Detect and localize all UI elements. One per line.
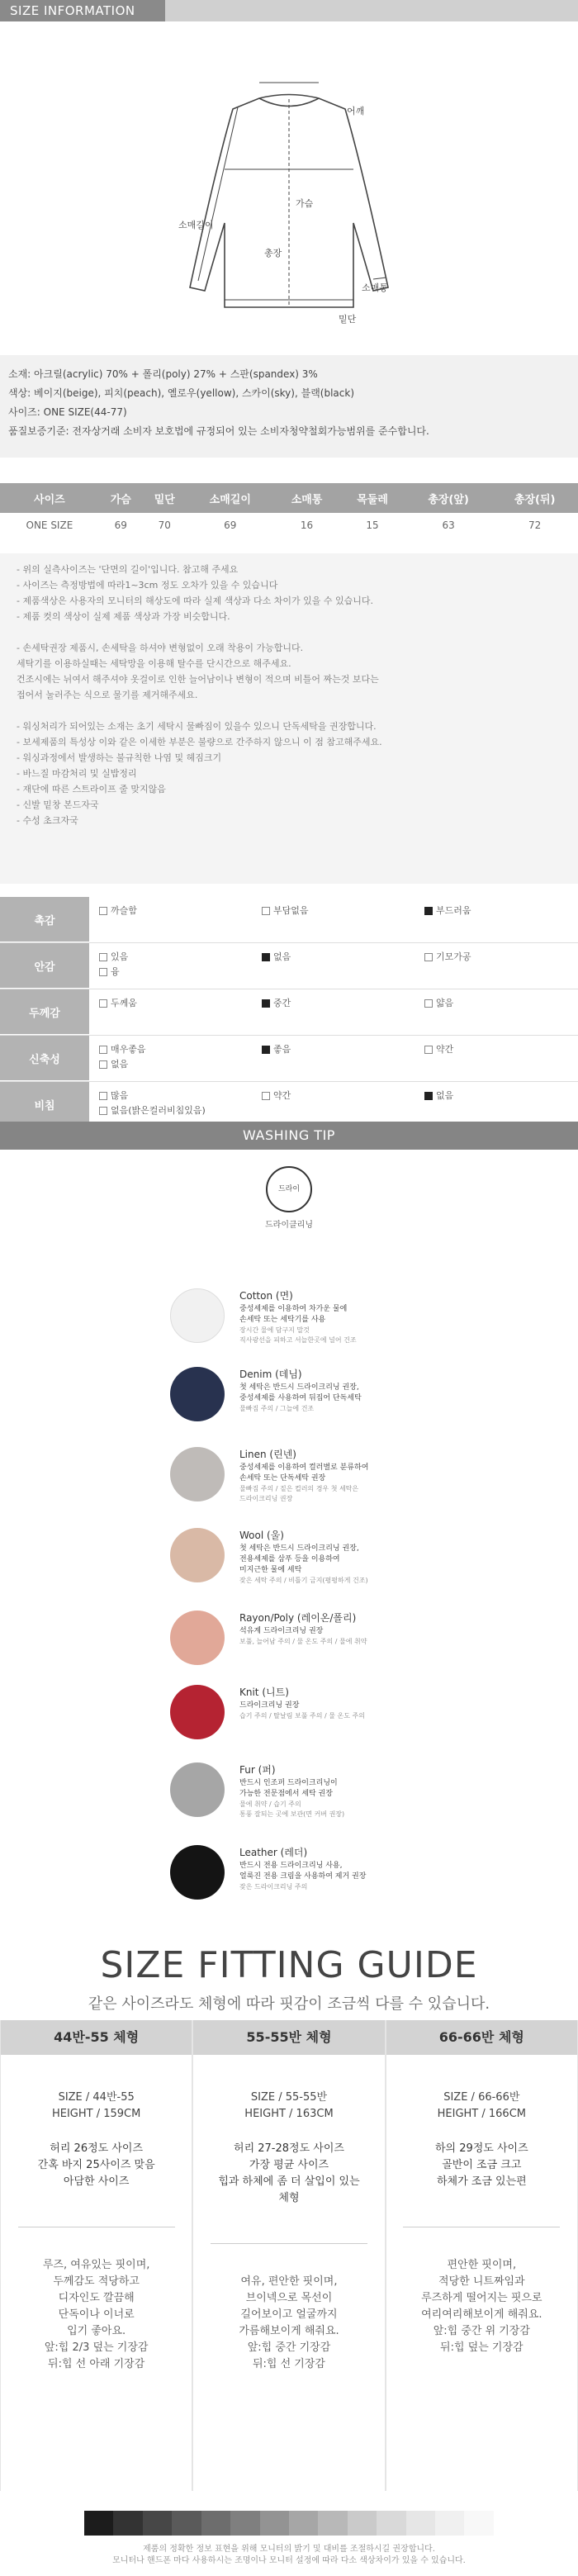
- fitting-column-header: 44반-55 체형: [1, 2020, 192, 2055]
- property-option[interactable]: [424, 996, 577, 1011]
- grayscale-swatch: [348, 2511, 377, 2536]
- option-label: 중간: [273, 998, 291, 1008]
- checkbox[interactable]: [99, 953, 107, 961]
- fabric-caution: 물빠짐 주의 / 짙은 컬러의 경우 첫 세탁은 드라이크리닝 권장: [239, 1485, 359, 1502]
- fabric-title: Wool (울): [239, 1530, 284, 1541]
- note-line: [17, 624, 561, 640]
- section-title: SIZE INFORMATION: [0, 0, 165, 21]
- checkbox[interactable]: [99, 907, 107, 915]
- note-line: - 제품 컷의 색상이 실제 제품 색상과 가장 비슷합니다.: [17, 611, 230, 622]
- fabric-text: [239, 1528, 471, 1586]
- property-cell: [89, 989, 252, 1035]
- fabric-swatch: [170, 1762, 225, 1817]
- fitting-spec: SIZE / 66-66반 HEIGHT / 166CM: [437, 2091, 526, 2120]
- note-line: - 바느질 마감처리 및 실밥정리: [17, 768, 137, 779]
- option-label: 기모가공: [436, 951, 471, 962]
- property-cell: [252, 943, 415, 989]
- divider: [211, 2243, 367, 2244]
- fitting-column: [386, 2020, 578, 2491]
- cell-size: ONE SIZE: [26, 519, 73, 531]
- note-line: [17, 703, 561, 719]
- size-table: [0, 483, 578, 538]
- grayscale-swatch: [435, 2511, 464, 2536]
- option-label: 없음: [436, 1090, 454, 1101]
- checkbox[interactable]: [262, 907, 270, 915]
- size-diagram: [0, 33, 578, 330]
- care-notes: [0, 553, 578, 884]
- col-size: 사이즈: [0, 483, 99, 513]
- property-label: 안감: [0, 943, 89, 989]
- property-row: [0, 989, 578, 1036]
- grayscale-swatch: [113, 2511, 142, 2536]
- checkbox[interactable]: [99, 1060, 107, 1069]
- label-shoulder: 어깨: [347, 106, 365, 116]
- property-option[interactable]: [262, 950, 415, 965]
- property-grid: [0, 897, 578, 1128]
- fabric-caution: 잦은 드라이크리닝 주의: [239, 1883, 308, 1890]
- option-label: 부드러움: [436, 905, 471, 916]
- property-cell: [415, 943, 577, 989]
- label-chest: 가슴: [296, 198, 314, 209]
- fabric-care: 반드시 전용 드라이크리닝 사용, 얼룩진 전용 크림을 사용하여 제거 권장: [239, 1862, 367, 1881]
- col-length-back: 총장(뒤): [491, 483, 578, 513]
- fabric-title: Fur (퍼): [239, 1764, 276, 1776]
- property-cell: [252, 989, 415, 1035]
- property-cell: [415, 989, 577, 1035]
- property-option[interactable]: [262, 996, 415, 1011]
- fabric-care: 중성세제를 이용하여 컬러별로 분류하여 손세탁 또는 단독세탁 권장: [239, 1464, 369, 1483]
- sweater-outline: [0, 33, 578, 330]
- property-label: 비침: [0, 1082, 89, 1127]
- checkbox[interactable]: [424, 1092, 433, 1100]
- property-cell: [415, 1082, 577, 1127]
- dry-clean-icon: 드라이: [266, 1166, 312, 1212]
- grayscale-swatch: [406, 2511, 435, 2536]
- material-text: 소재: 아크릴(acrylic) 70% + 폴리(poly) 27% + 스판(spandex) 3%: [8, 368, 318, 380]
- property-row: [0, 1036, 578, 1082]
- fabric-care: 첫 세탁은 반드시 드라이크리닝 권장, 전용세제를 삼푸 등을 이용하여 미지근한 물에 세탁: [239, 1544, 359, 1574]
- note-line: - 보세제품의 특성상 이와 같은 이세한 부분은 불량으로 간주하지 않으니 이 점 참고해주세요.: [17, 737, 382, 747]
- fitting-column-header: 55-55반 체형: [193, 2020, 384, 2055]
- fitting-spec: SIZE / 44반-55 HEIGHT / 159CM: [51, 2091, 141, 2120]
- checkbox[interactable]: [424, 1046, 433, 1054]
- fabric-swatch: [170, 1447, 225, 1501]
- property-cell: [252, 1082, 415, 1127]
- fitting-column-header: 66-66반 체형: [386, 2020, 577, 2055]
- cell-length-front: 63: [442, 519, 455, 531]
- property-option[interactable]: [99, 1057, 252, 1072]
- property-label: 두께감: [0, 989, 89, 1035]
- grayscale-strip: [84, 2511, 494, 2536]
- grayscale-swatch: [260, 2511, 289, 2536]
- grayscale-swatch: [230, 2511, 259, 2536]
- cell-chest: 69: [114, 519, 127, 531]
- checkbox[interactable]: [262, 999, 270, 1008]
- property-cell: [89, 1082, 252, 1127]
- washing-tip-title: WASHING TIP: [0, 1122, 578, 1150]
- fabric-text: [239, 1447, 471, 1504]
- dry-clean-label: 드라이클리닝: [265, 1221, 313, 1230]
- grayscale-swatch: [377, 2511, 405, 2536]
- label-sleeve: 소매길이: [178, 220, 214, 230]
- fabric-caution: 장시간 물에 담구지 말것 직사광선을 피하고 서늘한곳에 널어 건조: [239, 1326, 357, 1344]
- fitting-body-type: 하의 29정도 사이즈 골반이 조금 크고 하체가 조금 있는편: [434, 2142, 528, 2188]
- property-option[interactable]: [99, 1042, 252, 1057]
- property-row: [0, 897, 578, 943]
- option-label: 없음: [273, 951, 291, 962]
- note-line: - 사이즈는 측정방법에 따라1~3cm 정도 오차가 있을 수 있습니다: [17, 580, 278, 591]
- property-cell: [252, 1036, 415, 1081]
- property-option[interactable]: [262, 904, 415, 918]
- section-header: [0, 0, 578, 21]
- fabric-title: Denim (데님): [239, 1369, 302, 1380]
- col-sleeve: 소매길이: [187, 483, 274, 513]
- note-line: - 위의 실측사이즈는 '단면의 길이'입니다. 참고해 주세요: [17, 564, 239, 575]
- property-cell: [252, 897, 415, 942]
- fabric-text: [239, 1845, 471, 1892]
- checkbox[interactable]: [262, 1092, 270, 1100]
- col-cuff: 소매통: [274, 483, 340, 513]
- fitting-column: [192, 2020, 385, 2491]
- fabric-swatch: [170, 1845, 225, 1900]
- fitting-spec: SIZE / 55-55반 HEIGHT / 163CM: [244, 2091, 334, 2120]
- fabric-caution: 물에 취약 / 습기 주의 통풍 잘되는 곳에 보관(면 커버 권장): [239, 1800, 345, 1818]
- option-label: 융: [111, 966, 120, 977]
- fabric-swatch: [170, 1367, 225, 1421]
- fabric-title: Leather (레더): [239, 1847, 308, 1858]
- note-line: - 손세탁권장 제품시, 손세탁을 하셔야 변형없이 오래 착용이 가능합니다.: [17, 643, 304, 653]
- note-line: 건조시에는 뉘여서 해주셔야 옷걸이로 인한 늘어남이나 변형이 적으며 비틀어 짜는것 보다는: [17, 674, 379, 685]
- option-label: 약간: [273, 1090, 291, 1101]
- checkbox[interactable]: [99, 999, 107, 1008]
- property-cell: [89, 897, 252, 942]
- fabric-title: Knit (니트): [239, 1686, 289, 1698]
- fabric-care: 반드시 인조퍼 드라이크리닝이 가능한 전문점에서 세탁 권장: [239, 1779, 338, 1798]
- option-label: 약간: [436, 1044, 454, 1055]
- col-length-front: 총장(앞): [405, 483, 492, 513]
- label-cuff: 소매통: [362, 282, 388, 293]
- grayscale-swatch: [84, 2511, 113, 2536]
- cell-cuff: 16: [300, 519, 314, 531]
- fabric-swatch: [170, 1288, 225, 1343]
- note-line: - 수성 초크자국: [17, 815, 78, 826]
- note-line: - 제품색상은 사용자의 모니터의 해상도에 따라 실제 색상과 다소 차이가 있을 수 있습니다.: [17, 595, 373, 606]
- product-info: [0, 355, 578, 458]
- grayscale-swatch: [143, 2511, 172, 2536]
- property-option[interactable]: [424, 1089, 577, 1103]
- grayscale-swatch: [289, 2511, 318, 2536]
- property-option[interactable]: [99, 950, 252, 965]
- option-label: 까슬함: [111, 905, 137, 916]
- fitting-columns: [0, 2020, 578, 2491]
- option-label: 있음: [111, 951, 129, 962]
- property-cell: [415, 897, 577, 942]
- fabric-swatch: [170, 1685, 225, 1739]
- note-line: 세탁기를 이용하실때는 세탁망을 이용해 탈수를 단시간으로 해주세요.: [17, 658, 291, 669]
- property-option[interactable]: [262, 1042, 415, 1057]
- fabric-care: 드라이크리닝 권장: [239, 1701, 300, 1710]
- fitting-review: 루즈, 여유있는 핏이며, 두께감도 적당하고 디자인도 깔끔해 단독이나 이너로 입기 좋아요. 앞:힙 2/3 덮는 기장감 뒤:힙 선 아래 기장감: [42, 2259, 150, 2370]
- col-hem: 밑단: [143, 483, 187, 513]
- fabric-text: [239, 1611, 471, 1647]
- property-cell: [89, 1036, 252, 1081]
- property-option[interactable]: [99, 996, 252, 1011]
- fabric-caution: 습기 주의 / 탈날림 보풀 주의 / 물 온도 주의: [239, 1712, 365, 1720]
- fabric-care: 중성세제를 이용하여 차가운 물에 손세탁 또는 세탁기를 사용: [239, 1305, 348, 1324]
- checkbox[interactable]: [99, 1046, 107, 1054]
- size-table-header: [0, 483, 578, 513]
- property-option[interactable]: [99, 1089, 252, 1103]
- option-label: 좋음: [273, 1044, 291, 1055]
- checkbox[interactable]: [262, 953, 270, 961]
- fabric-swatch: [170, 1528, 225, 1582]
- fabric-text: [239, 1685, 471, 1721]
- grayscale-swatch: [172, 2511, 201, 2536]
- fabric-caution: 잦은 세탁 주의 / 비틀기 금지(평평하게 건조): [239, 1577, 368, 1584]
- label-length: 총장: [264, 248, 282, 259]
- property-cell: [89, 943, 252, 989]
- fabric-title: Rayon/Poly (레이온/폴리): [239, 1612, 357, 1624]
- col-chest: 가슴: [99, 483, 143, 513]
- option-label: 얇음: [436, 998, 454, 1008]
- option-label: 부담없음: [273, 905, 309, 916]
- grayscale-swatch: [464, 2511, 493, 2536]
- property-cell: [415, 1036, 577, 1081]
- cell-hem: 70: [158, 519, 171, 531]
- fabric-text: [239, 1288, 471, 1345]
- cell-sleeve: 69: [224, 519, 237, 531]
- fitting-guide-title: SIZE FITTING GUIDE: [100, 1944, 478, 1986]
- property-option[interactable]: [424, 904, 577, 918]
- property-option[interactable]: [99, 965, 252, 980]
- fitting-review: 편안한 핏이며, 적당한 니트짜임과 루즈하게 떨어지는 핏으로 여리여리해보이게 해줘요. 앞:힙 중간 위 기장감 뒤:힙 덮는 기장감: [421, 2259, 542, 2354]
- checkbox[interactable]: [424, 999, 433, 1008]
- checkbox[interactable]: [99, 1092, 107, 1100]
- property-option[interactable]: [262, 1089, 415, 1103]
- note-line: 접어서 눌러주는 식으로 물기를 제거해주세요.: [17, 690, 198, 700]
- note-line: - 재단에 따른 스트라이프 줄 맞지않음: [17, 784, 166, 795]
- monitor-notice: 제품의 정확한 정보 표현을 위해 모니터의 밝기 및 대비를 조절하시길 권장합니다. 모니터나 핸드폰 마다 사용하시는 조명이나 모니터 설정에 따라 다소 색상차이가 있을 수 있습니다.: [112, 2545, 466, 2565]
- fitting-column: [0, 2020, 192, 2491]
- property-option[interactable]: [99, 1103, 252, 1118]
- fitting-body-type: 허리 26정도 사이즈 간혹 바지 25사이즈 맞음 아담한 사이즈: [37, 2142, 155, 2188]
- note-line: - 워싱과정에서 발생하는 불규칙한 나염 및 헤짐크기: [17, 752, 222, 763]
- grayscale-swatch: [201, 2511, 230, 2536]
- checkbox[interactable]: [262, 1046, 270, 1054]
- fabric-swatch: [170, 1611, 225, 1665]
- option-label: 많음: [111, 1090, 129, 1101]
- option-label: 두께움: [111, 998, 137, 1008]
- fabric-caution: 물빠짐 주의 / 그늘에 건조: [239, 1405, 315, 1412]
- checkbox[interactable]: [424, 907, 433, 915]
- checkbox[interactable]: [99, 1107, 107, 1115]
- fabric-title: Linen (린넨): [239, 1449, 296, 1460]
- fitting-review: 여유, 편안한 핏이며, 브이넥으로 목선이 길어보이고 얼굴까지 가름해보이게 해줘요. 앞:힙 중간 기장감 뒤:힙 선 기장감: [239, 2275, 339, 2370]
- fabric-text: [239, 1762, 471, 1819]
- option-label: 없음: [111, 1059, 129, 1070]
- fabric-care: 첫 세탁은 반드시 드라이크리닝 권장, 중성세제를 사용하여 뒤집어 단독세탁: [239, 1383, 362, 1402]
- col-neck: 목둘레: [339, 483, 405, 513]
- warranty-text: 품질보증기준: 전자상거래 소비자 보호법에 규정되어 있는 소비자청약철회가능범위를 준수합니다.: [8, 425, 429, 437]
- fabric-title: Cotton (면): [239, 1290, 293, 1302]
- property-label: 촉감: [0, 897, 89, 942]
- option-label: 없음(밝은컬러비침있음): [111, 1105, 206, 1116]
- table-row: [0, 513, 578, 538]
- checkbox[interactable]: [424, 953, 433, 961]
- property-option[interactable]: [424, 1042, 577, 1057]
- note-line: - 워싱처리가 되어있는 소재는 초기 세탁시 물빠짐이 있을수 있으니 단독세탁을 권장합니다.: [17, 721, 377, 732]
- color-text: 색상: 베이지(beige), 피치(peach), 옐로우(yellow), 스카이(sky), 블랙(black): [8, 387, 354, 399]
- property-option[interactable]: [99, 904, 252, 918]
- property-label: 신축성: [0, 1036, 89, 1081]
- property-row: [0, 943, 578, 989]
- property-option[interactable]: [424, 950, 577, 965]
- size-text: 사이즈: ONE SIZE(44-77): [8, 406, 127, 418]
- checkbox[interactable]: [99, 968, 107, 976]
- fitting-body-type: 허리 27-28정도 사이즈 가장 평균 사이즈 힙과 하체에 좀 더 살입이 있는 체형: [218, 2142, 360, 2204]
- note-line: - 신발 밑창 본드자국: [17, 799, 99, 810]
- grayscale-swatch: [318, 2511, 347, 2536]
- fabric-caution: 보풀, 늘어남 주의 / 물 온도 주의 / 물에 취약: [239, 1638, 367, 1645]
- option-label: 매우좋음: [111, 1044, 146, 1055]
- fabric-care: 석유계 드라이크리닝 권장: [239, 1627, 324, 1635]
- cell-neck: 15: [366, 519, 379, 531]
- cell-length-back: 72: [528, 519, 542, 531]
- fabric-text: [239, 1367, 471, 1414]
- label-hem: 밑단: [339, 314, 357, 325]
- fitting-guide-subtitle: 같은 사이즈라도 체형에 따라 핏감이 조금씩 다를 수 있습니다.: [88, 1995, 490, 2013]
